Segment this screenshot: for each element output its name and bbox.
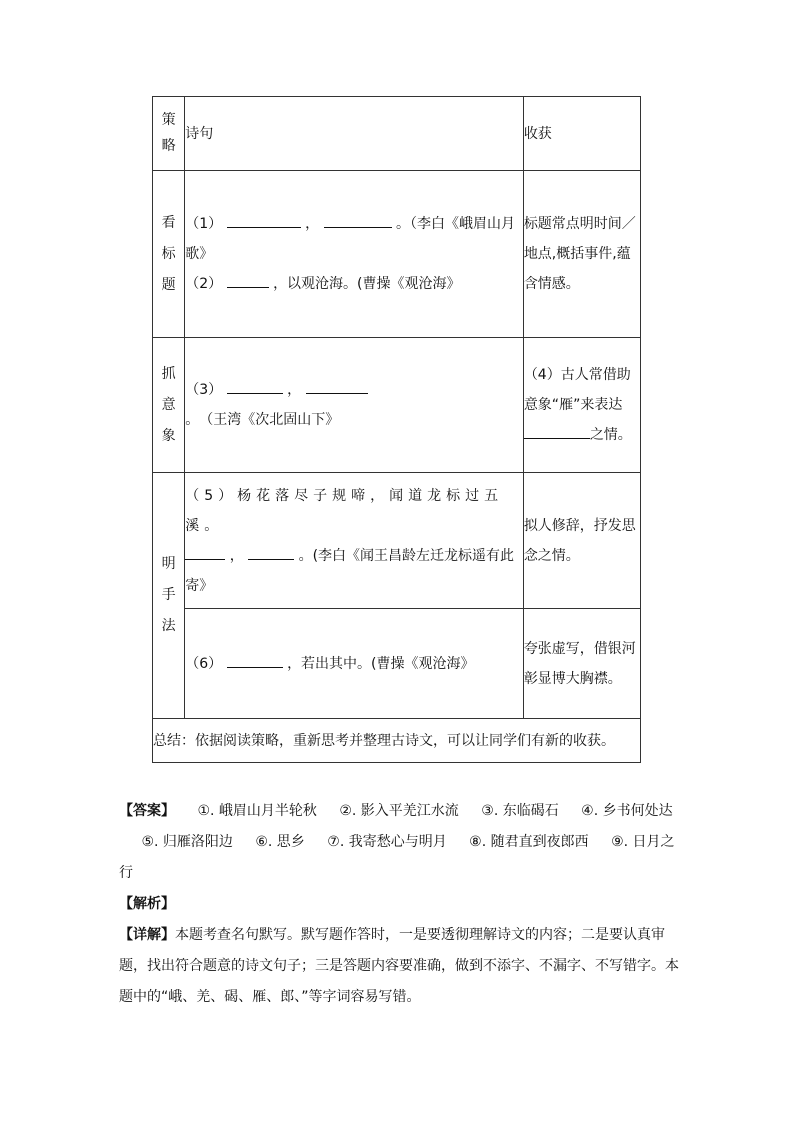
analysis-detail: 【详解】本题考查名句默写。默写题作答时，一是要透彻理解诗文的内容；二是要认真审题，找出符合题意的诗文句子；三是答题内容要准确，做到不添字、不漏字、不写错字。本题中的“峨、羌、碣、雁、郎、”等字词容易写错。 — [119, 927, 679, 1005]
table-header-row — [153, 97, 641, 171]
header-gain: 收获 — [523, 97, 640, 171]
answer-label: 【答案】 — [119, 803, 175, 819]
answer-blank[interactable] — [185, 545, 225, 560]
poem-cell: （6） ，若出其中。(曹操《观沧海》 — [185, 609, 524, 719]
answer-blank[interactable] — [306, 379, 368, 394]
table-row — [153, 171, 641, 338]
strategy-cell: 抓意象 — [153, 338, 185, 473]
strategy-table — [152, 96, 641, 763]
gain-cell: 拟人修辞，抒发思念之情。 — [523, 473, 640, 609]
answer-blank[interactable] — [248, 545, 294, 560]
answer-list: 【答案】 ①. 峨眉山月半轮秋 ②. 影入平羌江水流 ③. 东临碣石 ④. 乡书何处达 ⑤. 归雁洛阳边 ⑥. 思乡 ⑦. 我寄愁心与明月 ⑧. 随君直到夜郎西 ⑨. 日月之行 — [119, 803, 675, 881]
answer-section — [119, 796, 679, 1013]
gain-cell: 标题常点明时间／地点,概括事件,蕴含情感。 — [523, 171, 640, 338]
summary-row — [153, 719, 641, 763]
detail-label: 【详解】 — [119, 927, 175, 943]
answer-blank[interactable] — [227, 653, 283, 668]
poem-cell: （1） ， 。（李白《峨眉山月歌》 （2） ，以观沧海。(曹操《观沧海》 — [185, 171, 524, 338]
header-poem: 诗句 — [185, 97, 524, 171]
answer-blank[interactable] — [227, 213, 301, 228]
strategy-cell: 看标题 — [153, 171, 185, 338]
strategy-cell: 明手法 — [153, 473, 185, 719]
answer-blank[interactable] — [324, 213, 392, 228]
poem-cell: （3） ， 。 （王湾《次北固山下》 — [185, 338, 524, 473]
poem-cell: （5）杨花落尽子规啼，闻道龙标过五溪。 ， 。(李白《闻王昌龄左迁龙标遥有此寄》 — [185, 473, 524, 609]
gain-cell: （4）古人常借助意象“雁”来表达之情。 — [523, 338, 640, 473]
header-strategy: 策略 — [153, 97, 185, 171]
gain-cell: 夸张虚写，借银河彰显博大胸襟。 — [523, 609, 640, 719]
table-row — [153, 609, 641, 719]
summary-text: 总结：依据阅读策略，重新思考并整理古诗文，可以让同学们有新的收获。 — [153, 719, 641, 763]
answer-blank[interactable] — [227, 273, 269, 288]
answer-blank[interactable] — [227, 379, 283, 394]
answer-blank[interactable] — [524, 424, 590, 439]
table-row — [153, 338, 641, 473]
analysis-label: 【解析】 — [119, 896, 175, 912]
table-row — [153, 473, 641, 609]
